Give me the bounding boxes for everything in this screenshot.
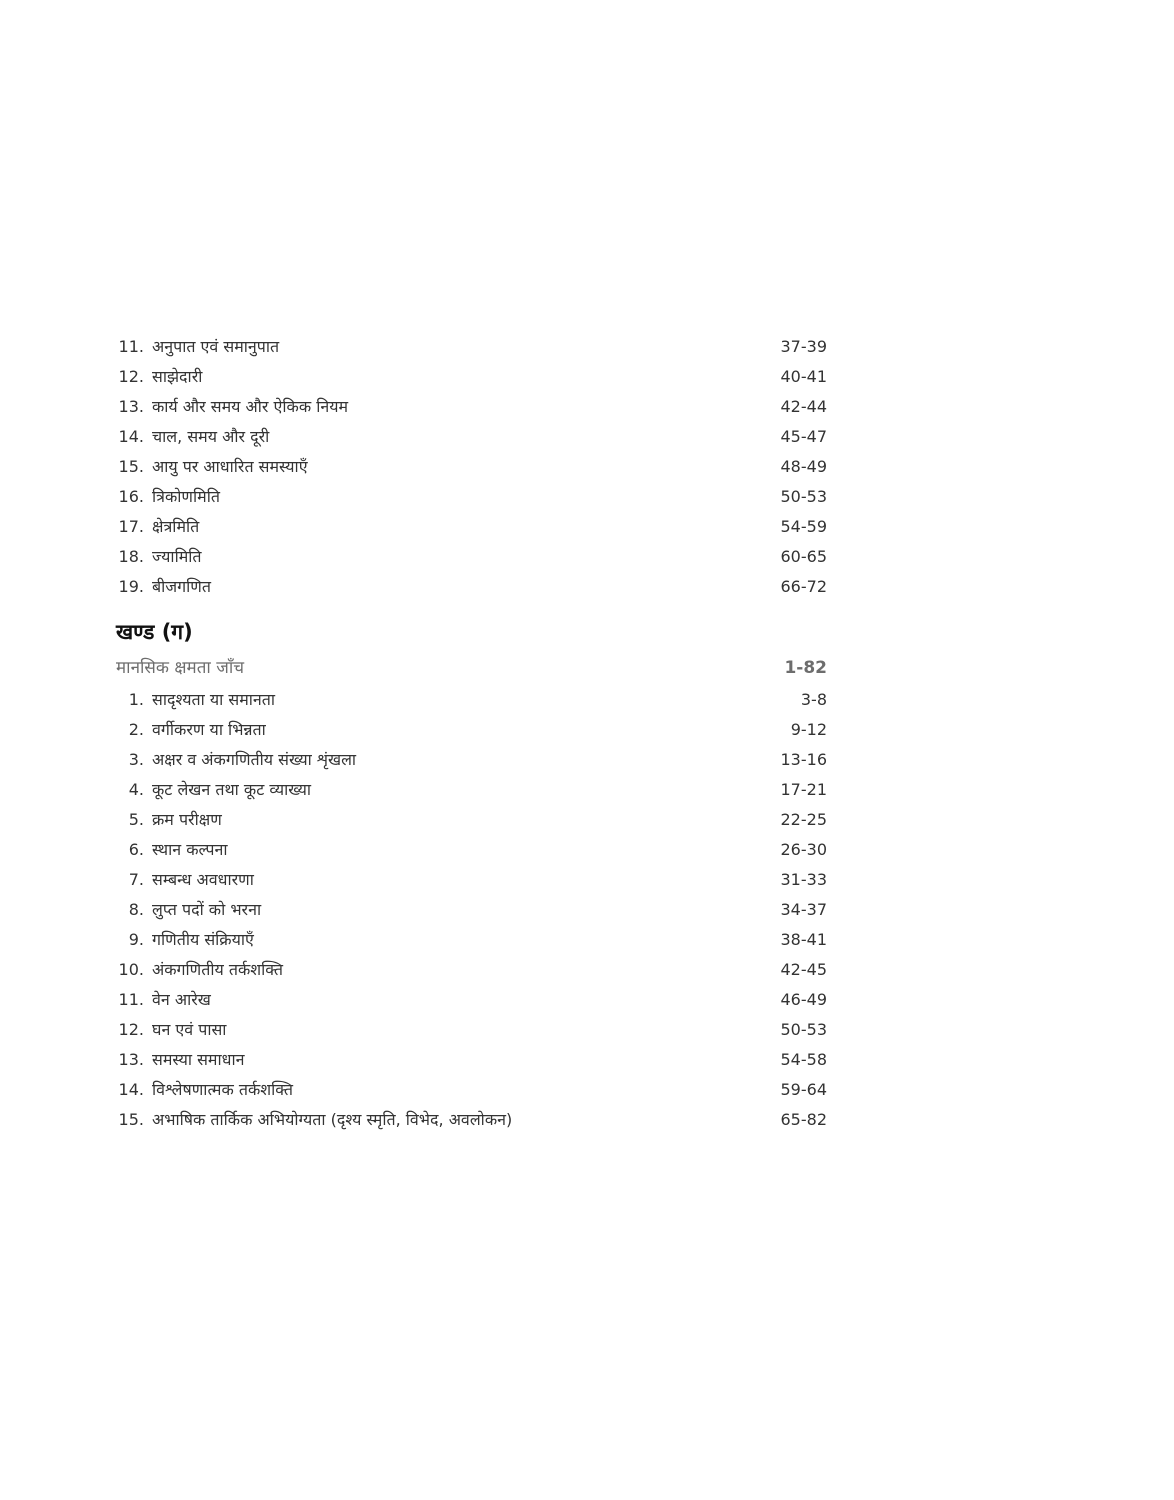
entry-title: लुप्त पदों को भरना bbox=[152, 900, 262, 919]
entry-pages: 54-58 bbox=[780, 1050, 827, 1069]
entry-title: त्रिकोणमिति bbox=[152, 487, 220, 506]
entry-pages: 50-53 bbox=[780, 487, 827, 506]
entry-number: 2. bbox=[128, 720, 144, 739]
entry-number: 14. bbox=[118, 427, 144, 446]
subject-row bbox=[0, 652, 1174, 684]
entry-title: स्थान कल्पना bbox=[152, 840, 228, 859]
toc-entry bbox=[0, 542, 1174, 572]
entry-number: 11. bbox=[118, 337, 144, 356]
entry-pages: 37-39 bbox=[780, 337, 827, 356]
entry-number: 15. bbox=[118, 1110, 144, 1129]
entry-title: वेन आरेख bbox=[152, 990, 211, 1009]
toc-entry bbox=[0, 775, 1174, 805]
toc-entry bbox=[0, 1045, 1174, 1075]
entry-pages: 42-45 bbox=[780, 960, 827, 979]
toc-entry bbox=[0, 1075, 1174, 1105]
entry-pages: 65-82 bbox=[780, 1110, 827, 1129]
toc-entry bbox=[0, 512, 1174, 542]
entry-title: विश्लेषणात्मक तर्कशक्ति bbox=[152, 1080, 294, 1099]
entry-number: 11. bbox=[118, 990, 144, 1009]
subject-title: मानसिक क्षमता जाँच bbox=[116, 658, 245, 678]
toc-entry bbox=[0, 805, 1174, 835]
toc-entry bbox=[0, 925, 1174, 955]
toc-entry bbox=[0, 715, 1174, 745]
entry-number: 10. bbox=[118, 960, 144, 979]
entry-title: बीजगणित bbox=[152, 577, 211, 596]
entry-title: कार्य और समय और ऐकिक नियम bbox=[152, 397, 349, 416]
toc-entry bbox=[0, 1015, 1174, 1045]
entry-pages: 38-41 bbox=[780, 930, 827, 949]
entry-pages: 66-72 bbox=[780, 577, 827, 596]
toc-entry bbox=[0, 895, 1174, 925]
entry-title: अनुपात एवं समानुपात bbox=[152, 337, 280, 356]
entry-title: साझेदारी bbox=[152, 367, 203, 386]
toc-entry bbox=[0, 452, 1174, 482]
entry-title: सम्बन्ध अवधारणा bbox=[152, 870, 254, 889]
toc-entry bbox=[0, 835, 1174, 865]
entry-number: 9. bbox=[128, 930, 144, 949]
entry-number: 5. bbox=[128, 810, 144, 829]
entry-number: 4. bbox=[128, 780, 144, 799]
entry-title: कूट लेखन तथा कूट व्याख्या bbox=[152, 780, 312, 799]
entry-pages: 59-64 bbox=[780, 1080, 827, 1099]
entry-number: 12. bbox=[118, 367, 144, 386]
entry-pages: 13-16 bbox=[780, 750, 827, 769]
entry-number: 12. bbox=[118, 1020, 144, 1039]
entry-pages: 9-12 bbox=[790, 720, 827, 739]
entry-title: सादृश्यता या समानता bbox=[152, 690, 276, 709]
subject-pages: 1-82 bbox=[784, 658, 827, 678]
entry-number: 15. bbox=[118, 457, 144, 476]
entry-pages: 45-47 bbox=[780, 427, 827, 446]
entry-number: 18. bbox=[118, 547, 144, 566]
toc-entry bbox=[0, 392, 1174, 422]
entry-pages: 48-49 bbox=[780, 457, 827, 476]
entry-title: गणितीय संक्रियाएँ bbox=[152, 930, 254, 949]
entry-title: क्रम परीक्षण bbox=[152, 810, 222, 829]
entry-pages: 26-30 bbox=[780, 840, 827, 859]
entry-number: 13. bbox=[118, 1050, 144, 1069]
entry-number: 19. bbox=[118, 577, 144, 596]
entry-pages: 17-21 bbox=[780, 780, 827, 799]
section-heading: खण्ड (ग) bbox=[116, 620, 193, 644]
entry-number: 13. bbox=[118, 397, 144, 416]
entry-pages: 34-37 bbox=[780, 900, 827, 919]
toc-entry bbox=[0, 572, 1174, 602]
toc-entry bbox=[0, 482, 1174, 512]
toc-entry bbox=[0, 1105, 1174, 1135]
entry-pages: 46-49 bbox=[780, 990, 827, 1009]
entry-title: वर्गीकरण या भिन्नता bbox=[152, 720, 266, 739]
toc-entry bbox=[0, 955, 1174, 985]
entry-pages: 60-65 bbox=[780, 547, 827, 566]
toc-entry bbox=[0, 362, 1174, 392]
entry-number: 7. bbox=[128, 870, 144, 889]
toc-entry bbox=[0, 985, 1174, 1015]
entry-number: 17. bbox=[118, 517, 144, 536]
entry-title: ज्यामिति bbox=[152, 547, 202, 566]
entry-pages: 31-33 bbox=[780, 870, 827, 889]
entry-title: अभाषिक तार्किक अभियोग्यता (दृश्य स्मृति, विभेद, अवलोकन) bbox=[152, 1110, 513, 1129]
entry-title: घन एवं पासा bbox=[152, 1020, 227, 1039]
entry-number: 14. bbox=[118, 1080, 144, 1099]
entry-title: चाल, समय और दूरी bbox=[152, 427, 270, 446]
entry-title: समस्या समाधान bbox=[152, 1050, 245, 1069]
entry-pages: 42-44 bbox=[780, 397, 827, 416]
entry-pages: 3-8 bbox=[800, 690, 827, 709]
entry-number: 8. bbox=[128, 900, 144, 919]
entry-title: आयु पर आधारित समस्याएँ bbox=[152, 457, 308, 476]
entry-pages: 40-41 bbox=[780, 367, 827, 386]
entry-number: 3. bbox=[128, 750, 144, 769]
toc-entry bbox=[0, 422, 1174, 452]
entry-number: 6. bbox=[128, 840, 144, 859]
entry-pages: 50-53 bbox=[780, 1020, 827, 1039]
entry-number: 1. bbox=[128, 690, 144, 709]
toc-entry bbox=[0, 865, 1174, 895]
entry-title: अक्षर व अंकगणितीय संख्या शृंखला bbox=[152, 750, 357, 769]
toc-entry bbox=[0, 685, 1174, 715]
entry-number: 16. bbox=[118, 487, 144, 506]
entry-pages: 54-59 bbox=[780, 517, 827, 536]
toc-entry bbox=[0, 745, 1174, 775]
entry-title: अंकगणितीय तर्कशक्ति bbox=[152, 960, 283, 979]
entry-pages: 22-25 bbox=[780, 810, 827, 829]
toc-entry bbox=[0, 332, 1174, 362]
entry-title: क्षेत्रमिति bbox=[152, 517, 200, 536]
